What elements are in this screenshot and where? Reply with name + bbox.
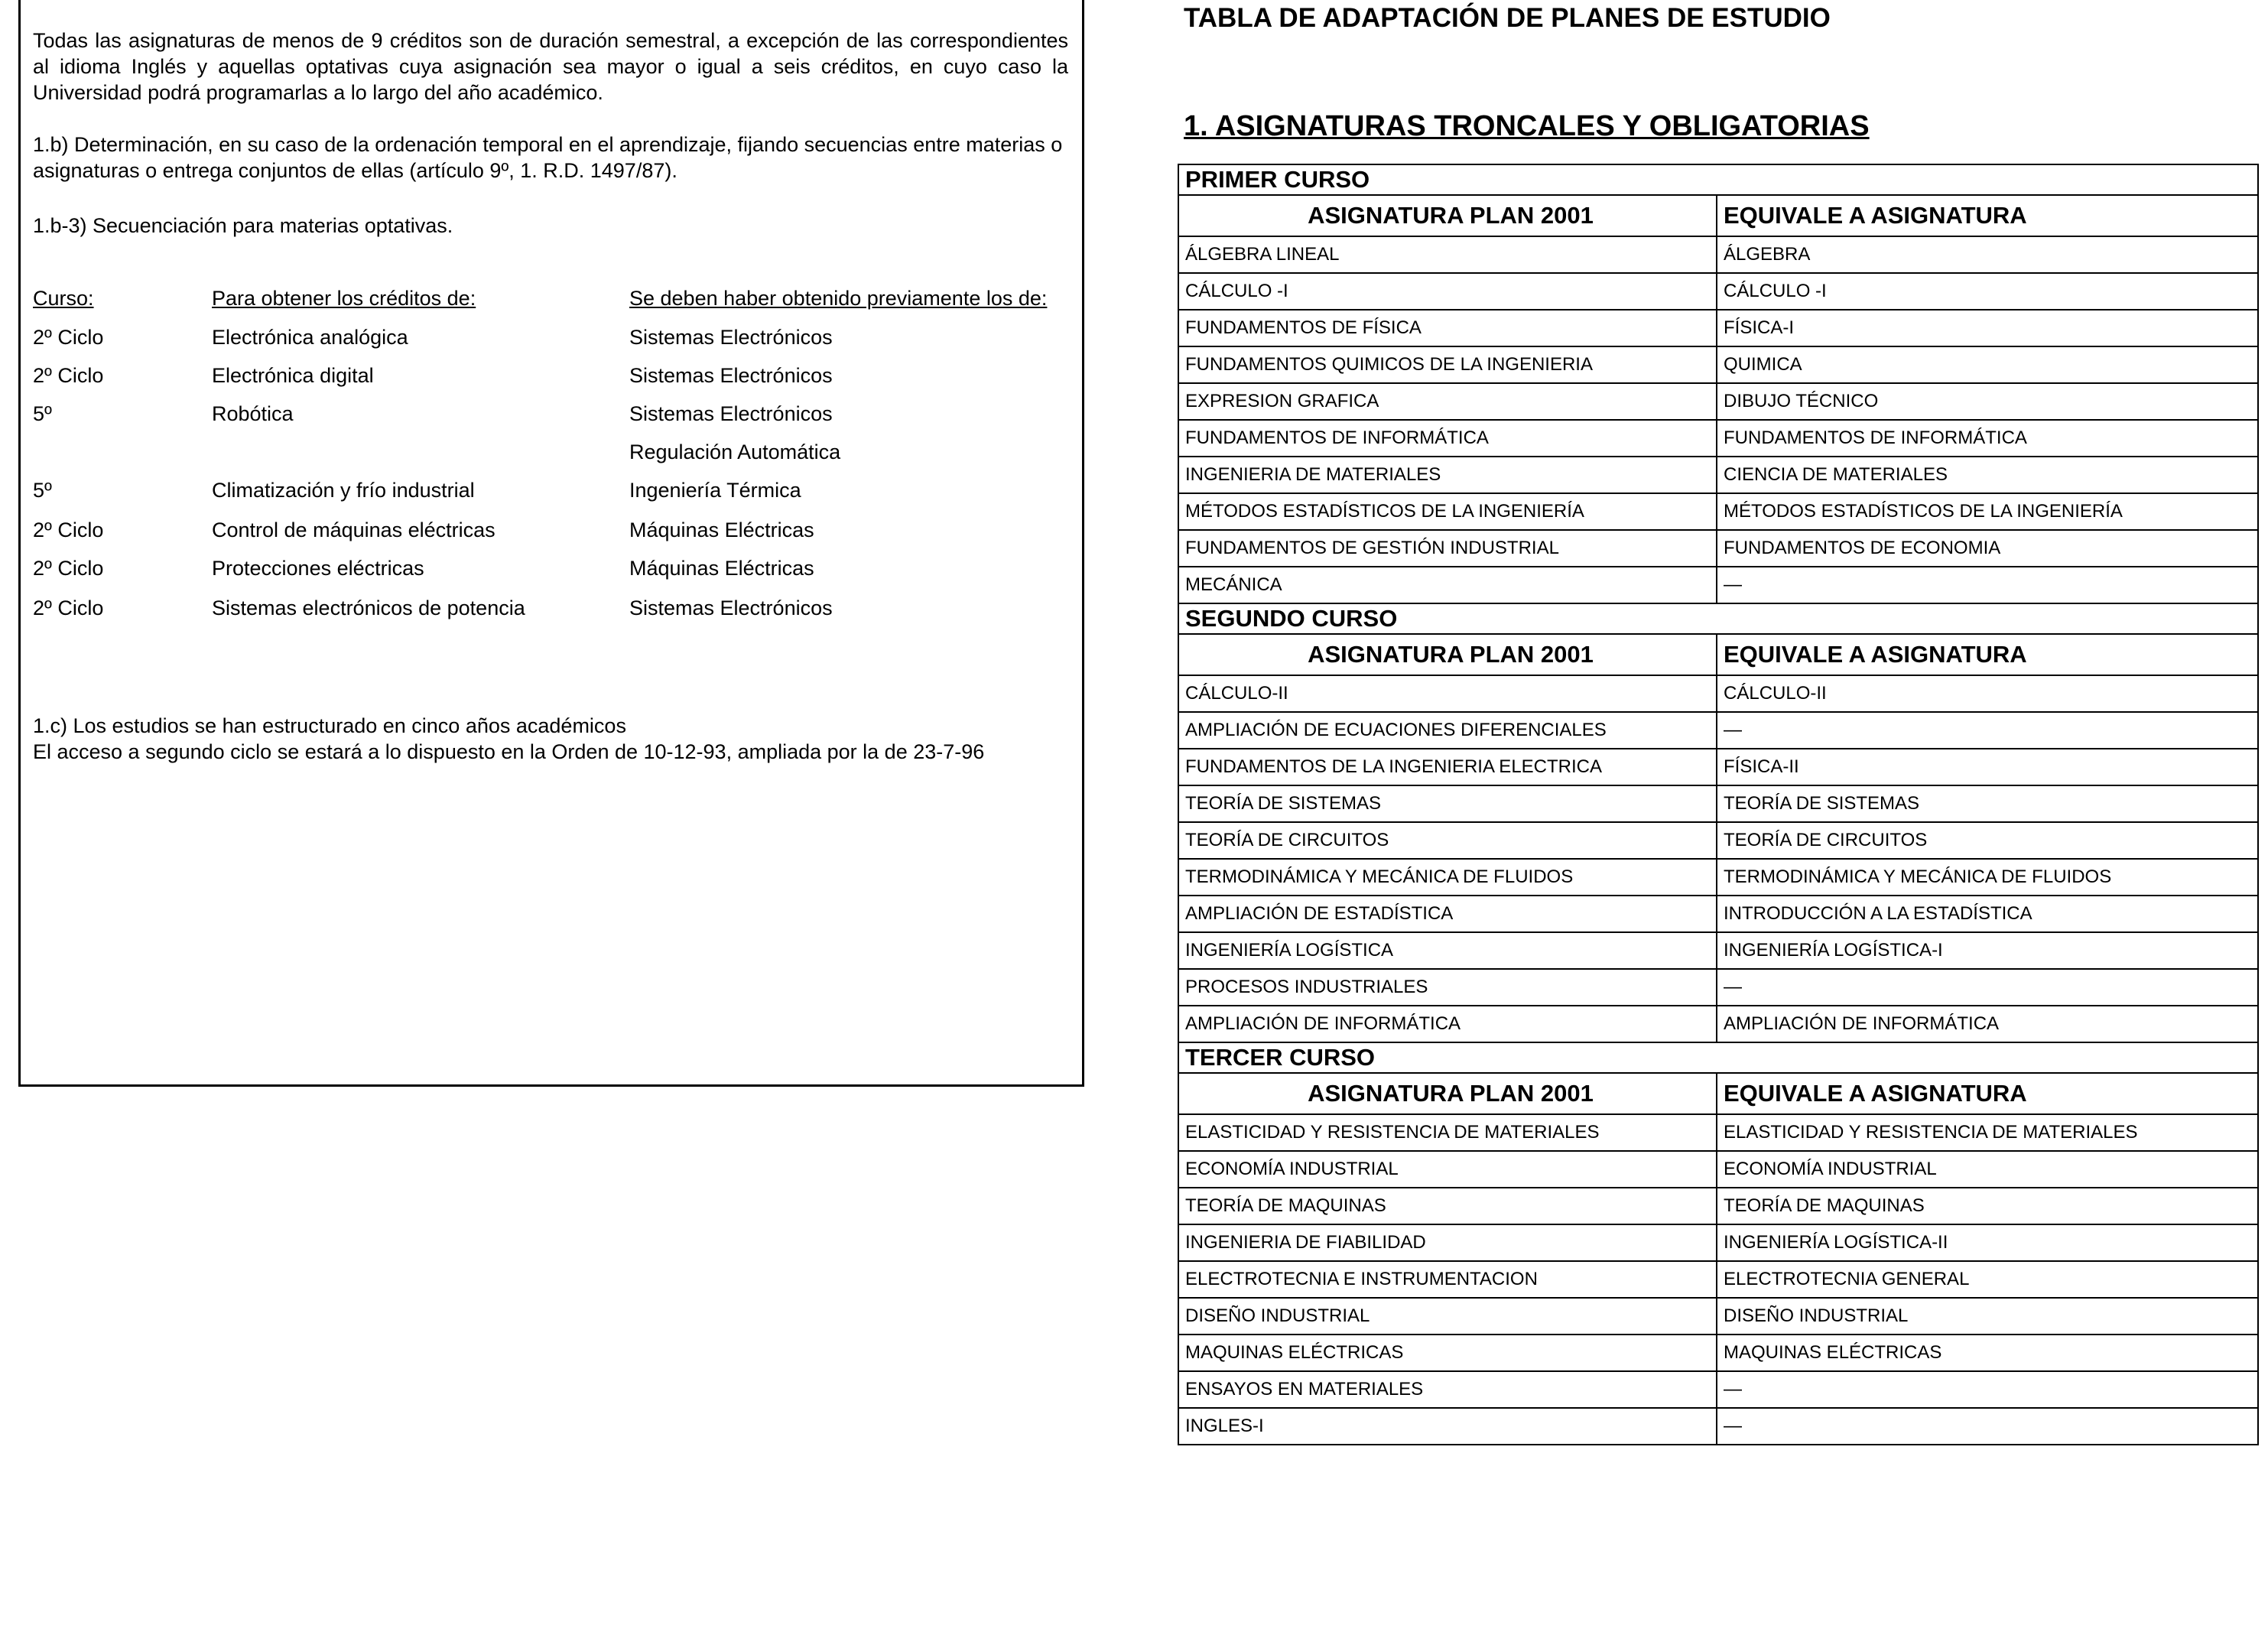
table-row — [1178, 1188, 2258, 1224]
table-row — [1178, 420, 2258, 457]
table-row — [1178, 1335, 2258, 1371]
plan-subject: TEORÍA DE SISTEMAS — [1178, 785, 1717, 822]
equivalent-subject: FUNDAMENTOS DE INFORMÁTICA — [1717, 420, 2258, 457]
column-header-plan: ASIGNATURA PLAN 2001 — [1178, 195, 1717, 236]
equivalent-subject: FÍSICA-II — [1717, 749, 2258, 785]
column-header-equivalent: EQUIVALE A ASIGNATURA — [1717, 195, 2258, 236]
table-row — [1178, 346, 2258, 383]
plan-subject: INGLES-I — [1178, 1408, 1717, 1445]
plan-subject: ELASTICIDAD Y RESISTENCIA DE MATERIALES — [1178, 1114, 1717, 1151]
table-row — [1178, 273, 2258, 310]
plan-subject: CÁLCULO -I — [1178, 273, 1717, 310]
plan-subject: ELECTROTECNIA E INSTRUMENTACION — [1178, 1261, 1717, 1298]
plan-subject: TERMODINÁMICA Y MECÁNICA DE FLUIDOS — [1178, 859, 1717, 896]
sequence-asig: Electrónica digital — [212, 364, 374, 387]
equivalent-subject: ÁLGEBRA — [1717, 236, 2258, 273]
table-row — [1178, 236, 2258, 273]
table-row — [1178, 896, 2258, 932]
plan-subject: FUNDAMENTOS DE LA INGENIERIA ELECTRICA — [1178, 749, 1717, 785]
plan-subject: ÁLGEBRA LINEAL — [1178, 236, 1717, 273]
section-1b3-heading: 1.b-3) Secuenciación para materias optativas. — [33, 214, 453, 237]
sequence-previa: Sistemas Electrónicos — [629, 402, 833, 425]
column-header-equivalent: EQUIVALE A ASIGNATURA — [1717, 1073, 2258, 1114]
table-row — [1178, 785, 2258, 822]
equivalent-subject: MÉTODOS ESTADÍSTICOS DE LA INGENIERÍA — [1717, 493, 2258, 530]
equivalent-subject: CÁLCULO -I — [1717, 273, 2258, 310]
equivalent-subject: — — [1717, 969, 2258, 1006]
table-row — [1178, 675, 2258, 712]
course-header-row — [1178, 164, 2258, 195]
sequence-asig: Sistemas electrónicos de potencia — [212, 597, 525, 619]
equivalent-subject: TEORÍA DE CIRCUITOS — [1717, 822, 2258, 859]
equivalent-subject: — — [1717, 1371, 2258, 1408]
equivalent-subject: QUIMICA — [1717, 346, 2258, 383]
table-row — [1178, 822, 2258, 859]
plan-subject: TEORÍA DE MAQUINAS — [1178, 1188, 1717, 1224]
equivalent-subject: INTRODUCCIÓN A LA ESTADÍSTICA — [1717, 896, 2258, 932]
plan-subject: FUNDAMENTOS DE GESTIÓN INDUSTRIAL — [1178, 530, 1717, 567]
equivalent-subject: TERMODINÁMICA Y MECÁNICA DE FLUIDOS — [1717, 859, 2258, 896]
plan-subject: ECONOMÍA INDUSTRIAL — [1178, 1151, 1717, 1188]
table-row — [1178, 1151, 2258, 1188]
column-header-plan: ASIGNATURA PLAN 2001 — [1178, 1073, 1717, 1114]
table-row — [1178, 712, 2258, 749]
section-1c-paragraph — [33, 713, 1068, 765]
intro-paragraph: Todas las asignaturas de menos de 9 créditos son de duración semestral, a excepción de las correspondientes al idioma Inglés y aquellas optativas cuya asignación sea mayor o igual a seis créditos, en cuyo caso la Universidad podrá programarlas a lo largo del año académico. — [33, 29, 1068, 104]
plan-subject: AMPLIACIÓN DE INFORMÁTICA — [1178, 1006, 1717, 1042]
course-name: PRIMER CURSO — [1178, 164, 2258, 195]
sequence-previa: Máquinas Eléctricas — [629, 557, 814, 580]
plan-subject: ENSAYOS EN MATERIALES — [1178, 1371, 1717, 1408]
section-1b-paragraph: 1.b) Determinación, en su caso de la ordenación temporal en el aprendizaje, fijando secuencias entre materias o asignaturas o entrega conjuntos de ellas (artículo 9º, 1. R.D. 1497/87). — [33, 133, 1063, 182]
sequence-previa: Sistemas Electrónicos — [629, 597, 833, 619]
course-header-row — [1178, 603, 2258, 634]
plan-subject: MÉTODOS ESTADÍSTICOS DE LA INGENIERÍA — [1178, 493, 1717, 530]
equivalent-subject: FÍSICA-I — [1717, 310, 2258, 346]
sequence-asig: Protecciones eléctricas — [212, 557, 424, 580]
sequence-previa: Ingeniería Térmica — [629, 479, 801, 502]
table-row — [1178, 1006, 2258, 1042]
table-row — [1178, 493, 2258, 530]
equivalent-subject: — — [1717, 1408, 2258, 1445]
sequence-curso: 5º — [33, 479, 52, 502]
sequence-previa: Sistemas Electrónicos — [629, 364, 833, 387]
plan-subject: MAQUINAS ELÉCTRICAS — [1178, 1335, 1717, 1371]
table-row — [1178, 1224, 2258, 1261]
table-row — [1178, 457, 2258, 493]
plan-subject: FUNDAMENTOS DE FÍSICA — [1178, 310, 1717, 346]
page-title: TABLA DE ADAPTACIÓN DE PLANES DE ESTUDIO — [1184, 3, 1831, 33]
course-name: SEGUNDO CURSO — [1178, 603, 2258, 634]
plan-subject: CÁLCULO-II — [1178, 675, 1717, 712]
table-row — [1178, 749, 2258, 785]
sequence-curso: 5º — [33, 402, 52, 425]
sequence-previa: Regulación Automática — [629, 441, 841, 463]
equivalent-subject: AMPLIACIÓN DE INFORMÁTICA — [1717, 1006, 2258, 1042]
plan-subject: INGENIERIA DE FIABILIDAD — [1178, 1224, 1717, 1261]
table-row — [1178, 310, 2258, 346]
equivalent-subject: FUNDAMENTOS DE ECONOMIA — [1717, 530, 2258, 567]
equivalent-subject: — — [1717, 712, 2258, 749]
sequence-curso: 2º Ciclo — [33, 519, 104, 541]
plan-subject: EXPRESION GRAFICA — [1178, 383, 1717, 420]
sequencing-panel — [18, 0, 1084, 1087]
plan-subject: FUNDAMENTOS DE INFORMÁTICA — [1178, 420, 1717, 457]
table-row — [1178, 1114, 2258, 1151]
equivalent-subject: DIBUJO TÉCNICO — [1717, 383, 2258, 420]
sequence-previa: Sistemas Electrónicos — [629, 326, 833, 349]
equivalent-subject: MAQUINAS ELÉCTRICAS — [1717, 1335, 2258, 1371]
sequence-curso: 2º Ciclo — [33, 557, 104, 580]
header-previamente: Se deben haber obtenido previamente los de: — [629, 287, 1048, 310]
equivalent-subject: — — [1717, 567, 2258, 603]
equivalent-subject: TEORÍA DE SISTEMAS — [1717, 785, 2258, 822]
equivalent-subject: CÁLCULO-II — [1717, 675, 2258, 712]
equivalent-subject: ELASTICIDAD Y RESISTENCIA DE MATERIALES — [1717, 1114, 2258, 1151]
table-row — [1178, 932, 2258, 969]
plan-subject: MECÁNICA — [1178, 567, 1717, 603]
column-header-plan: ASIGNATURA PLAN 2001 — [1178, 634, 1717, 675]
section-1c-line-1: 1.c) Los estudios se han estructurado en cinco años académicos — [33, 714, 626, 737]
table-row — [1178, 859, 2258, 896]
plan-subject: DISEÑO INDUSTRIAL — [1178, 1298, 1717, 1335]
plan-subject: INGENIERÍA LOGÍSTICA — [1178, 932, 1717, 969]
plan-subject: FUNDAMENTOS QUIMICOS DE LA INGENIERIA — [1178, 346, 1717, 383]
plan-subject: INGENIERIA DE MATERIALES — [1178, 457, 1717, 493]
plan-subject: TEORÍA DE CIRCUITOS — [1178, 822, 1717, 859]
column-header-row — [1178, 195, 2258, 236]
equivalent-subject: ELECTROTECNIA GENERAL — [1717, 1261, 2258, 1298]
table-row — [1178, 567, 2258, 603]
sequence-curso: 2º Ciclo — [33, 326, 104, 349]
sequence-asig: Control de máquinas eléctricas — [212, 519, 496, 541]
table-row — [1178, 1408, 2258, 1445]
table-row — [1178, 1371, 2258, 1408]
sequence-previa: Máquinas Eléctricas — [629, 519, 814, 541]
section-title: 1. ASIGNATURAS TRONCALES Y OBLIGATORIAS — [1184, 110, 1870, 142]
table-row — [1178, 1261, 2258, 1298]
table-row — [1178, 969, 2258, 1006]
sequence-curso: 2º Ciclo — [33, 597, 104, 619]
course-name: TERCER CURSO — [1178, 1042, 2258, 1073]
adaptation-table — [1178, 164, 2259, 1445]
column-header-row — [1178, 634, 2258, 675]
table-row — [1178, 383, 2258, 420]
header-curso: Curso: — [33, 287, 94, 310]
table-row — [1178, 530, 2258, 567]
equivalent-subject: INGENIERÍA LOGÍSTICA-I — [1717, 932, 2258, 969]
plan-subject: PROCESOS INDUSTRIALES — [1178, 969, 1717, 1006]
section-1c-line-2: El acceso a segundo ciclo se estará a lo dispuesto en la Orden de 10-12-93, ampliada por la de 23-7-96 — [33, 740, 985, 763]
column-header-row — [1178, 1073, 2258, 1114]
sequence-asig: Robótica — [212, 402, 294, 425]
header-para-obtener: Para obtener los créditos de: — [212, 287, 476, 310]
sequence-asig: Climatización y frío industrial — [212, 479, 475, 502]
equivalent-subject: DISEÑO INDUSTRIAL — [1717, 1298, 2258, 1335]
sequence-curso: 2º Ciclo — [33, 364, 104, 387]
equivalent-subject: INGENIERÍA LOGÍSTICA-II — [1717, 1224, 2258, 1261]
equivalent-subject: ECONOMÍA INDUSTRIAL — [1717, 1151, 2258, 1188]
table-row — [1178, 1298, 2258, 1335]
equivalent-subject: CIENCIA DE MATERIALES — [1717, 457, 2258, 493]
course-header-row — [1178, 1042, 2258, 1073]
column-header-equivalent: EQUIVALE A ASIGNATURA — [1717, 634, 2258, 675]
plan-subject: AMPLIACIÓN DE ESTADÍSTICA — [1178, 896, 1717, 932]
equivalent-subject: TEORÍA DE MAQUINAS — [1717, 1188, 2258, 1224]
sequence-asig: Electrónica analógica — [212, 326, 408, 349]
plan-subject: AMPLIACIÓN DE ECUACIONES DIFERENCIALES — [1178, 712, 1717, 749]
